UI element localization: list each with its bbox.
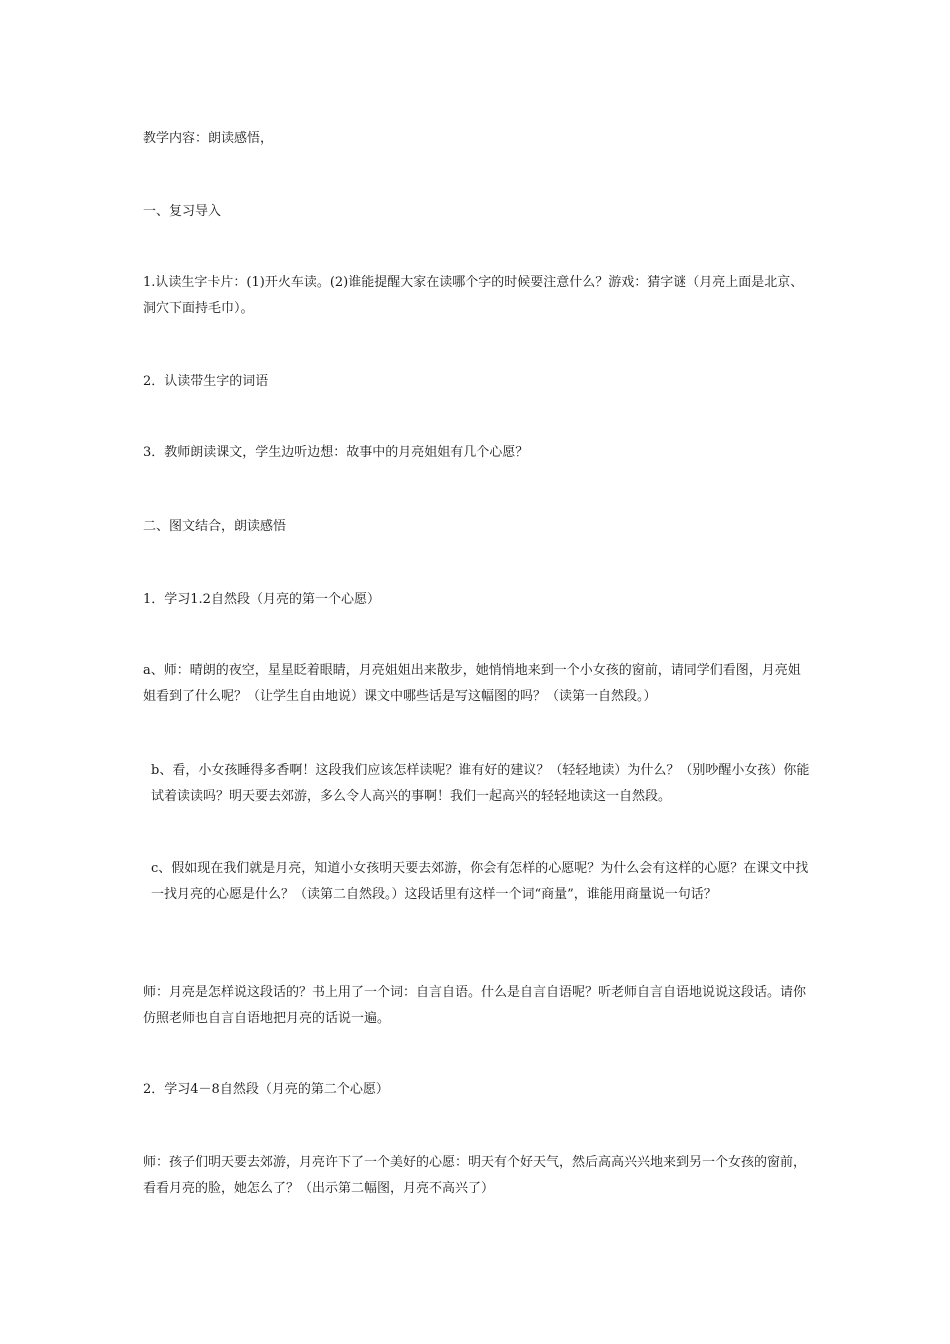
paragraph-teacher-1: 师：月亮是怎样说这段话的？书上用了一个词：自言自语。什么是自言自语呢？听老师自言自语地说说这段话。请你仿照老师也自言自语地把月亮的话说一遍。 (143, 985, 807, 1026)
subsection-2-heading: 2．学习4－8自然段（月亮的第二个心愿） (143, 1082, 389, 1097)
paragraph-teacher-2: 师：孩子们明天要去郊游，月亮许下了一个美好的心愿：明天有个好天气，然后高高兴兴地来到另一个女孩的窗前，看看月亮的脸，她怎么了？（出示第二幅图，月亮不高兴了） (143, 1155, 807, 1196)
paragraph-b: b、看，小女孩睡得多香啊！这段我们应该怎样读呢？谁有好的建议？（轻轻地读）为什么？（别吵醒小女孩）你能试着读读吗？明天要去郊游，多么令人高兴的事啊！我们一起高兴的轻轻地读这一自然段。 (151, 763, 810, 804)
paragraph-review-1: 1.认读生字卡片：(1)开火车读。(2)谁能提醒大家在读哪个字的时候要注意什么？游戏：猜字谜（月亮上面是北京、洞穴下面持毛巾）。 (143, 275, 804, 316)
lesson-content-heading: 教学内容：朗读感悟， (143, 131, 274, 146)
section-two-heading: 二、图文结合，朗读感悟 (143, 519, 287, 534)
paragraph-c: c、假如现在我们就是月亮，知道小女孩明天要去郊游，你会有怎样的心愿呢？为什么会有这样的心愿？在课文中找一找月亮的心愿是什么？（读第二自然段。）这段话里有这样一个词“商量”，谁能用商量说一句话？ (151, 861, 809, 902)
paragraph-review-2: 2．认读带生字的词语 (143, 374, 269, 389)
paragraph-review-3: 3．教师朗读课文，学生边听边想：故事中的月亮姐姐有几个心愿？ (143, 445, 529, 460)
paragraph-a: a、师：晴朗的夜空，星星眨着眼睛，月亮姐姐出来散步，她悄悄地来到一个小女孩的窗前，请同学们看图，月亮姐姐看到了什么呢？（让学生自由地说）课文中哪些话是写这幅图的吗？（读第一自然段。） (143, 663, 801, 704)
subsection-1-heading: 1．学习1.2自然段（月亮的第一个心愿） (143, 592, 380, 607)
section-one-heading: 一、复习导入 (143, 204, 222, 219)
